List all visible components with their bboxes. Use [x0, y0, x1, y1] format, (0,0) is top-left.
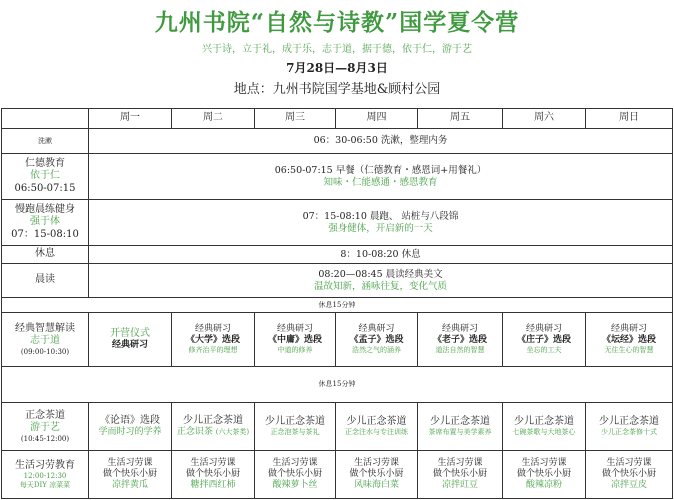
classics-cell-mon [89, 313, 172, 367]
row-label: 休息 [2, 246, 89, 264]
corner-cell [2, 109, 89, 129]
classics-cell [418, 313, 503, 367]
cell-note: 道法自然的智慧 [435, 346, 485, 355]
classics-cell [586, 313, 673, 367]
cell-title: 生活习劳课 [353, 457, 399, 468]
break-text: 休息15分钟 [2, 367, 673, 403]
cell-title: 《论语》选段 [100, 414, 160, 426]
cell-note: 学而时习的学养 [98, 427, 162, 438]
cell-title: 生活习劳课 [272, 457, 318, 468]
cell-subtitle: 《中庸》选段 [267, 335, 322, 346]
row-label-sub: 依于仁 [30, 170, 60, 182]
cell-note: 酸辣凉粉 [525, 480, 562, 491]
cell-subtitle: 《大学》选段 [185, 335, 240, 346]
cell-subtitle: 做个快乐小厨 [432, 468, 487, 479]
labor-row [2, 451, 673, 499]
classics-cell [255, 313, 336, 367]
mindful-cell [255, 403, 336, 451]
row-label-sub: 志于道 [30, 335, 60, 347]
content-line: 06:50-07:15 早餐（仁德教育・感恩词+用餐礼） [274, 164, 487, 176]
cell-note: 风味海白菜 [353, 480, 399, 491]
content-subline: 温故知新，涵咏往复，变化气质 [313, 280, 447, 292]
day-header: 周五 [418, 109, 503, 129]
schedule-table [1, 108, 673, 499]
cell-note-line [172, 427, 254, 438]
break-text: 休息15分钟 [2, 298, 673, 313]
mindful-cell [172, 403, 255, 451]
row-label-sub: 游于艺 [30, 422, 60, 434]
content-subline: 知味・仁能感通・感恩教育 [323, 176, 438, 188]
classics-cell [172, 313, 255, 367]
cell-note-small: (六大茶类) [215, 428, 250, 437]
page-title: 九州书院“自然与诗教”国学夏令营 [154, 9, 520, 36]
cell-title: 生活习劳课 [437, 457, 483, 468]
day-header: 周六 [503, 109, 586, 129]
motto-line: 兴于诗，立于礼，成于乐，志于道，据于德，依于仁，游于艺 [202, 44, 472, 55]
row-label-note: 每天DIY 凉菜菜 [19, 480, 71, 489]
cell-note: 少儿正念茶修十式 [601, 428, 657, 437]
rest-content: 8：10-08:20 休息 [89, 246, 673, 264]
labor-cell [336, 451, 418, 499]
row-label-main: 生活习劳教育 [15, 459, 75, 471]
cell-note: 浩然之气的涵养 [352, 346, 401, 355]
labor-cell [586, 451, 673, 499]
row-label [2, 313, 89, 367]
row-label [2, 200, 89, 246]
cell-subtitle: 《孟子》选段 [349, 335, 404, 346]
cell-title: 经典研习 [610, 323, 647, 334]
run-content [89, 200, 673, 246]
cell-subtitle: 《坛经》选段 [601, 335, 656, 346]
row-label [2, 154, 89, 200]
day-header: 周二 [172, 109, 255, 129]
labor-cell [255, 451, 336, 499]
row-label-main: 仁德教育 [25, 157, 65, 169]
cell-subtitle: 经典研习 [111, 340, 148, 351]
cell-title: 少儿正念茶道 [599, 415, 659, 427]
cell-note: 中道的修养 [277, 346, 313, 355]
cell-subtitle: 做个快乐小厨 [185, 468, 240, 479]
cell-title: 经典研习 [358, 323, 395, 334]
row-label [2, 451, 89, 499]
cell-subtitle: 做个快乐小厨 [102, 468, 157, 479]
row-label [2, 403, 89, 451]
row-label-time: (09:00-10:30) [20, 347, 70, 356]
cell-title: 经典研习 [525, 323, 562, 334]
content-line: 07：15-08:10 晨跑、 站桩与八段锦 [302, 210, 459, 222]
row-label-time: 06:50-07:15 [14, 182, 76, 194]
cell-note: 茶席布置与美学素养 [428, 428, 492, 437]
mindful-cell [503, 403, 586, 451]
camp-venue: 地点：九州书院国学基地&顾村公园 [233, 82, 441, 97]
labor-cell [89, 451, 172, 499]
cell-subtitle: 《老子》选段 [432, 335, 487, 346]
cell-note: 糖拌西红柿 [190, 480, 236, 491]
cell-title: 生活习劳课 [107, 457, 153, 468]
schedule-header [0, 0, 674, 104]
row-label-time: 07：15-08:10 [11, 228, 79, 240]
camp-dates: 7月28日—8月3日 [286, 61, 388, 75]
mindful-cell [586, 403, 673, 451]
mindful-cell [418, 403, 503, 451]
row-label-main: 慢跑晨练健身 [15, 203, 75, 215]
reading-content [89, 264, 673, 298]
cell-title: 开营仪式 [110, 327, 150, 339]
classics-cell [336, 313, 418, 367]
day-header: 周日 [586, 109, 673, 129]
cell-title: 生活习劳课 [190, 457, 236, 468]
row-label: 洗漱 [2, 129, 89, 154]
row-label: 晨读 [2, 264, 89, 298]
cell-title: 少儿正念茶道 [265, 415, 325, 427]
cell-note: 酸辣萝卜丝 [272, 480, 318, 491]
rest-row [2, 246, 673, 264]
cell-title: 经典研习 [441, 323, 478, 334]
cell-title: 经典研习 [194, 323, 231, 334]
cell-note: 无住生心的智慧 [604, 346, 654, 355]
cell-subtitle: 做个快乐小厨 [349, 468, 404, 479]
cell-title: 少儿正念茶道 [346, 415, 407, 427]
cell-note: 坐忘的工夫 [526, 346, 562, 355]
reading-row [2, 264, 673, 298]
cell-note: 凉拌黄瓜 [111, 480, 148, 491]
labor-cell [503, 451, 586, 499]
cell-title: 少儿正念茶道 [430, 415, 490, 427]
cell-title: 少儿正念茶道 [183, 414, 243, 426]
cell-subtitle: 《庄子》选段 [516, 335, 571, 346]
mindful-cell [336, 403, 418, 451]
classics-row [2, 313, 673, 367]
cell-subtitle: 做个快乐小厨 [267, 468, 322, 479]
day-header-row [2, 109, 673, 129]
breakfast-content [89, 154, 673, 200]
break-row [2, 367, 673, 403]
run-row [2, 200, 673, 246]
day-header: 周三 [255, 109, 336, 129]
cell-note: 七碗茶歌与大地茶心 [512, 428, 576, 437]
wash-row [2, 129, 673, 154]
cell-title: 少儿正念茶道 [514, 415, 574, 427]
mindful-cell [89, 403, 172, 451]
labor-cell [418, 451, 503, 499]
breakfast-row [2, 154, 673, 200]
cell-note: 修齐治平的理想 [188, 346, 238, 355]
cell-subtitle: 做个快乐小厨 [516, 468, 571, 479]
cell-note: 正念注水与专注训练 [345, 428, 408, 437]
row-label-time: 12:00-12:30 [23, 472, 67, 480]
cell-subtitle: 做个快乐小厨 [601, 468, 656, 479]
day-header: 周四 [336, 109, 418, 129]
cell-title: 生活习劳课 [521, 457, 567, 468]
cell-note: 凉拌豇豆 [441, 480, 478, 491]
day-header: 周一 [89, 109, 172, 129]
cell-note: 正念泡茶与茶礼 [270, 428, 320, 437]
cell-title: 经典研习 [276, 323, 313, 334]
break-row [2, 298, 673, 313]
cell-title: 生活习劳课 [606, 457, 652, 468]
content-line: 08:20—08:45 晨读经典美文 [318, 268, 443, 280]
content-subline: 强身健体，开启新的一天 [328, 222, 433, 234]
cell-note: 正念识茶 [176, 427, 213, 438]
row-label-main: 正念茶道 [25, 409, 65, 421]
cell-note: 凉拌豆皮 [610, 480, 647, 491]
mindful-row [2, 403, 673, 451]
wash-content: 06：30-06:50 洗漱，整理内务 [89, 129, 673, 154]
classics-cell [503, 313, 586, 367]
row-label-main: 经典智慧解读 [15, 322, 75, 334]
labor-cell [172, 451, 255, 499]
row-label-sub: 强于体 [30, 216, 60, 228]
row-label-time: (10:45-12:00) [20, 434, 70, 443]
